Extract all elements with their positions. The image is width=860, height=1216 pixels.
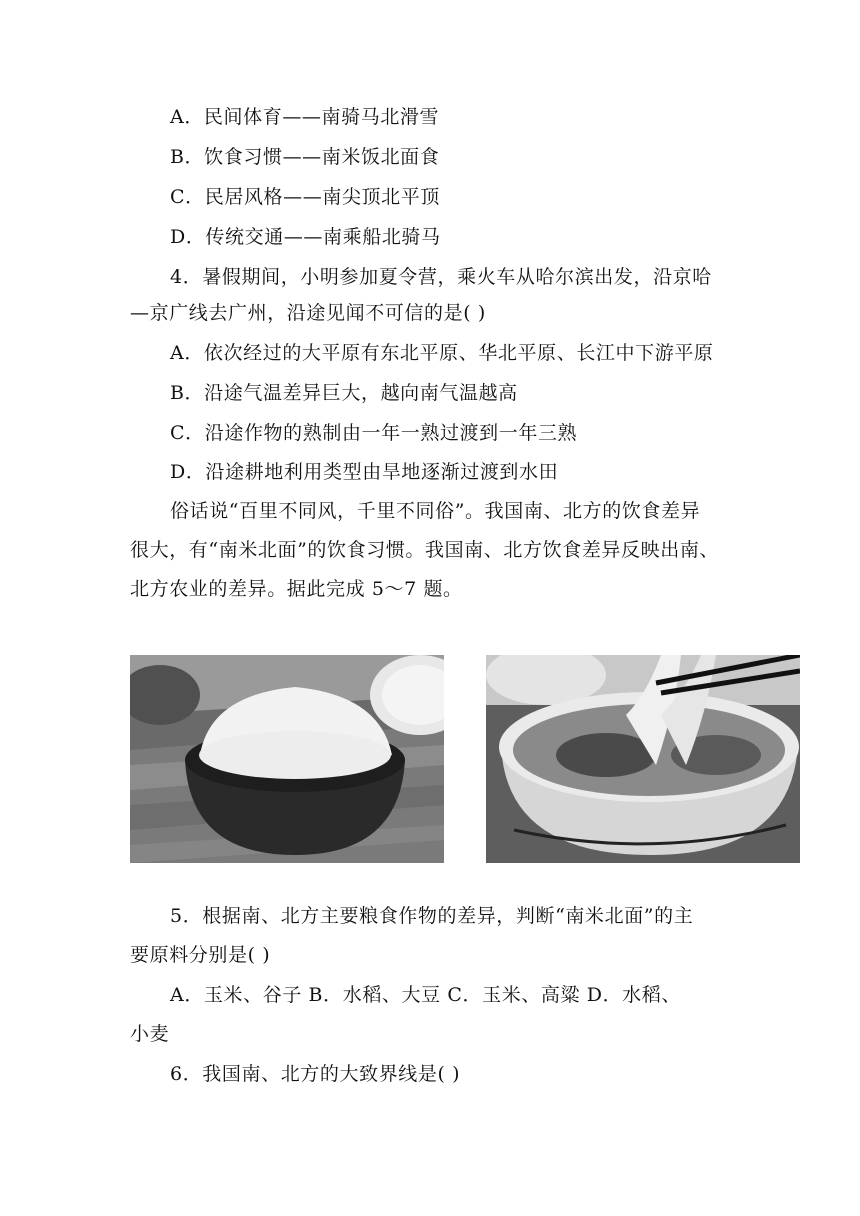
q6-stem-line1: 6．我国南、北方的大致界线是( ): [170, 1063, 461, 1085]
q4-stem-line2: —京广线去广州，沿途见闻不可信的是( ): [130, 302, 486, 324]
q3-option-d: D．传统交通——南乘船北骑马: [170, 226, 441, 248]
q3-option-a: A．民间体育——南骑马北滑雪: [170, 106, 440, 128]
noodle-bowl-photo: [486, 655, 800, 863]
intro-line3: 北方农业的差异。据此完成 5～7 题。: [130, 578, 463, 600]
q4-option-c: C．沿途作物的熟制由一年一熟过渡到一年三熟: [170, 422, 578, 444]
q5-stem-line1: 5．根据南、北方主要粮食作物的差异，判断“南米北面”的主: [170, 905, 694, 927]
q4-option-b: B．沿途气温差异巨大，越向南气温越高: [170, 382, 518, 404]
intro-line1: 俗话说“百里不同风，千里不同俗”。我国南、北方的饮食差异: [170, 500, 701, 522]
q4-option-d: D．沿途耕地利用类型由旱地逐渐过渡到水田: [170, 461, 559, 483]
rice-bowl-photo: [130, 655, 444, 863]
q4-option-a: A．依次经过的大平原有东北平原、华北平原、长江中下游平原: [170, 342, 714, 364]
q3-option-b: B．饮食习惯——南米饭北面食: [170, 146, 440, 168]
q4-stem-line1: 4．暑假期间，小明参加夏令营，乘火车从哈尔滨出发，沿京哈: [170, 266, 712, 288]
intro-line2: 很大，有“南米北面”的饮食习惯。我国南、北方饮食差异反映出南、: [130, 539, 720, 561]
q5-stem-line2: 要原料分别是( ): [130, 944, 271, 966]
q5-options: A．玉米、谷子 B．水稻、大豆 C．玉米、高粱 D．水稻、: [170, 984, 681, 1006]
q5-options-wrap: 小麦: [130, 1023, 170, 1045]
q3-option-c: C．民居风格——南尖顶北平顶: [170, 186, 440, 208]
